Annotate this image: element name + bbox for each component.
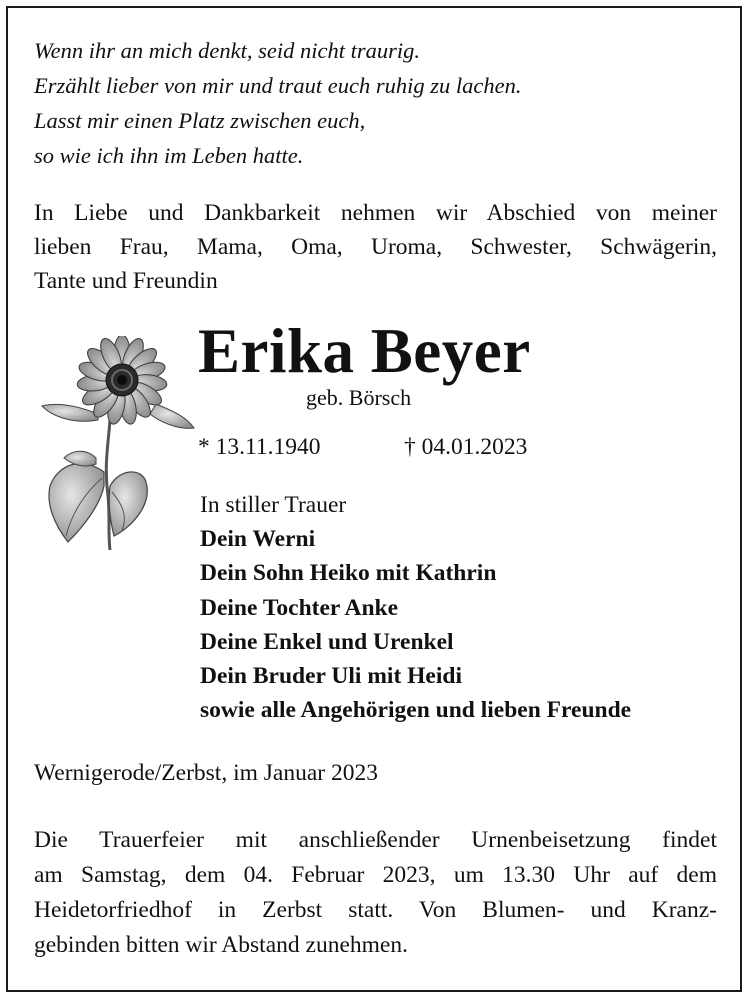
mourner-name: sowie alle Angehörigen und lieben Freunde (200, 697, 632, 724)
poem (34, 33, 714, 173)
death-date: † 04.01.2023 (404, 434, 528, 460)
poem-line: Lasst mir einen Platz zwischen euch, (34, 108, 366, 133)
flower-center-core (117, 375, 127, 385)
mourner-name: Dein Sohn Heiko mit Kathrin (200, 560, 497, 587)
leaf (109, 472, 147, 536)
leaf (42, 404, 98, 421)
mourner-name: Dein Bruder Uli mit Heidi (200, 663, 462, 690)
leaf (49, 464, 104, 542)
birth-name: geb. Börsch (306, 385, 412, 410)
sunflower-illustration (38, 336, 198, 556)
mourners-heading: In stiller Trauer (200, 492, 347, 518)
mourner-name: Deine Tochter Anke (200, 594, 399, 621)
poem-line: so wie ich ihn im Leben hatte. (34, 143, 304, 168)
funeral-line: Heidetorfriedhof in Zerbst statt. Von Blumen- und Kranz- (34, 897, 717, 923)
leaf (64, 451, 96, 466)
mourners-list (200, 488, 720, 727)
deceased-name: Erika Beyer (198, 316, 531, 386)
funeral-line: Die Trauerfeier mit anschließender Urnenbeisetzung findet (34, 827, 717, 853)
funeral-line: am Samstag, dem 04. Februar 2023, um 13.30 Uhr auf dem (34, 862, 717, 888)
poem-line: Wenn ihr an mich denkt, seid nicht traurig. (34, 38, 421, 63)
stem (106, 420, 110, 550)
mourner-name: Deine Enkel und Urenkel (200, 628, 454, 655)
intro-text (34, 196, 717, 298)
intro-line: In Liebe und Dankbarkeit nehmen wir Abschied von meiner (34, 200, 717, 226)
intro-line: Tante und Freundin (34, 268, 218, 294)
mourner-name: Dein Werni (200, 526, 316, 553)
location-date: Wernigerode/Zerbst, im Januar 2023 (34, 760, 378, 786)
intro-line: lieben Frau, Mama, Oma, Uroma, Schwester, Schwägerin, (34, 234, 717, 260)
birth-date: * 13.11.1940 (198, 434, 321, 460)
leaf (150, 404, 194, 428)
poem-line: Erzählt lieber von mir und traut euch ruhig zu lachen. (34, 73, 522, 98)
funeral-line: gebinden bitten wir Abstand zunehmen. (34, 932, 408, 958)
funeral-info (34, 823, 717, 963)
